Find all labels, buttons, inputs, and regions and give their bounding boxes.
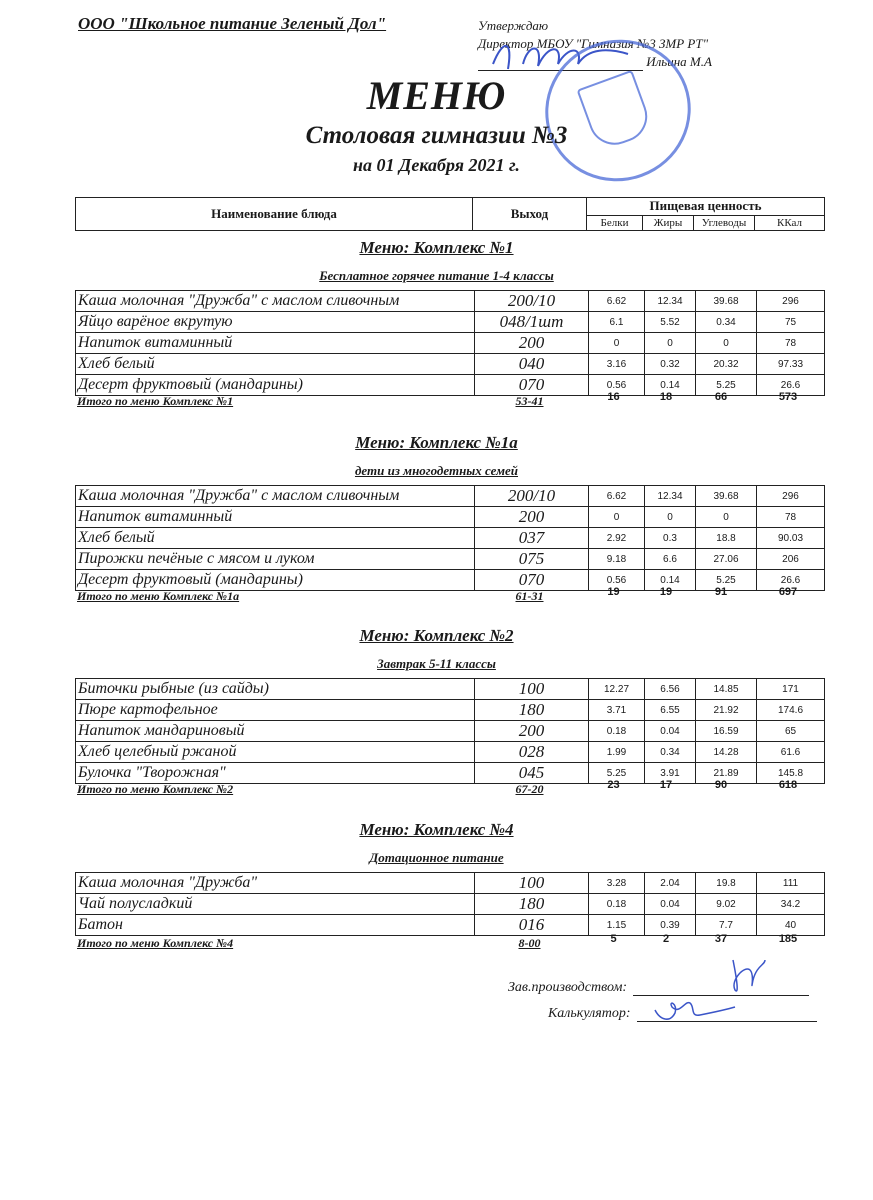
kcal-value: 34.2 — [757, 894, 825, 915]
total-price: 8-00 — [518, 936, 541, 950]
header-dish: Наименование блюда — [76, 198, 473, 231]
section-total — [75, 779, 825, 798]
dish-output: 045 — [475, 763, 589, 784]
kcal-value: 174.6 — [757, 700, 825, 721]
total-kcal: 185 — [778, 933, 798, 945]
protein-value: 3.71 — [589, 700, 645, 721]
total-label: Итого по меню Комплекс №4 — [77, 936, 234, 950]
dish-name: Яйцо варёное вкрутую — [76, 312, 475, 333]
kcal-value: 75 — [757, 312, 825, 333]
section-subtitle: Дотационное питание — [369, 850, 504, 865]
kcal-value: 206 — [757, 549, 825, 570]
carbs-value: 9.02 — [696, 894, 757, 915]
kcal-value: 296 — [757, 291, 825, 312]
table-row — [76, 528, 825, 549]
table-row — [76, 333, 825, 354]
carbs-value: 39.68 — [696, 486, 757, 507]
total-carbs: 37 — [714, 933, 728, 945]
dish-output: 200 — [475, 333, 589, 354]
dish-output: 180 — [475, 894, 589, 915]
approval-signer: Ильина М.А — [646, 54, 712, 69]
fat-value: 3.91 — [645, 763, 696, 784]
section-subtitle: Завтрак 5-11 классы — [377, 656, 496, 671]
carbs-value: 39.68 — [696, 291, 757, 312]
dish-name: Напиток мандариновый — [76, 721, 475, 742]
table-row — [76, 700, 825, 721]
protein-value: 3.28 — [589, 873, 645, 894]
total-carbs: 90 — [714, 779, 728, 791]
kcal-value: 171 — [757, 679, 825, 700]
section-subtitle: дети из многодетных семей — [354, 463, 519, 478]
total-kcal: 697 — [778, 586, 798, 598]
header-protein: Белки — [587, 215, 643, 230]
section-total — [75, 391, 825, 410]
fat-value: 0.14 — [645, 570, 696, 591]
fat-value: 0.32 — [645, 354, 696, 375]
carbs-value: 7.7 — [696, 915, 757, 936]
carbs-value: 0 — [696, 333, 757, 354]
fat-value: 5.52 — [645, 312, 696, 333]
protein-value: 9.18 — [589, 549, 645, 570]
kcal-value: 111 — [757, 873, 825, 894]
calculator-signature — [650, 995, 740, 1025]
dish-name: Хлеб белый — [76, 354, 475, 375]
carbs-value: 5.25 — [696, 375, 757, 396]
dish-name: Хлеб целебный ржаной — [76, 742, 475, 763]
menu-table — [75, 678, 825, 784]
dish-name: Десерт фруктовый (мандарины) — [76, 570, 475, 591]
total-protein: 19 — [607, 586, 620, 598]
menu-table — [75, 872, 825, 936]
total-price: 53-41 — [515, 394, 544, 408]
dish-output: 070 — [475, 375, 589, 396]
total-protein: 16 — [607, 391, 620, 403]
total-carbs: 66 — [714, 391, 728, 403]
dish-output: 200 — [475, 721, 589, 742]
total-label: Итого по меню Комплекс №1а — [77, 589, 240, 603]
kcal-value: 65 — [757, 721, 825, 742]
dish-output: 100 — [475, 873, 589, 894]
table-row — [76, 549, 825, 570]
dish-name: Десерт фруктовый (мандарины) — [76, 375, 475, 396]
protein-value: 12.27 — [589, 679, 645, 700]
protein-value: 1.15 — [589, 915, 645, 936]
total-label: Итого по меню Комплекс №1 — [77, 394, 234, 408]
kcal-value: 40 — [757, 915, 825, 936]
table-row — [76, 486, 825, 507]
dish-name: Пирожки печёные с мясом и луком — [76, 549, 475, 570]
dish-name: Пюре картофельное — [76, 700, 475, 721]
fat-value: 12.34 — [645, 291, 696, 312]
fat-value: 0 — [645, 333, 696, 354]
table-row — [76, 679, 825, 700]
page-subtitle: Столовая гимназии №3 — [305, 122, 568, 149]
protein-value: 0 — [589, 333, 645, 354]
section-title: Меню: Комплекс №1а — [355, 433, 518, 452]
kcal-value: 78 — [757, 333, 825, 354]
section-title: Меню: Комплекс №2 — [359, 626, 514, 645]
dish-output: 048/1шт — [475, 312, 589, 333]
dish-name: Булочка "Творожная" — [76, 763, 475, 784]
fat-value: 12.34 — [645, 486, 696, 507]
header-kcal: ККал — [755, 215, 825, 230]
kcal-value: 97.33 — [757, 354, 825, 375]
kcal-value: 90.03 — [757, 528, 825, 549]
protein-value: 0.56 — [589, 570, 645, 591]
total-fat: 18 — [659, 391, 673, 403]
menu-table — [75, 290, 825, 396]
carbs-value: 5.25 — [696, 570, 757, 591]
fat-value: 0.04 — [645, 721, 696, 742]
section-title: Меню: Комплекс №4 — [359, 820, 514, 839]
fat-value: 2.04 — [645, 873, 696, 894]
total-price: 61-31 — [515, 589, 544, 603]
fat-value: 0.39 — [645, 915, 696, 936]
carbs-value: 16.59 — [696, 721, 757, 742]
dish-name: Каша молочная "Дружба" с маслом сливочным — [76, 486, 475, 507]
carbs-value: 21.92 — [696, 700, 757, 721]
table-row — [76, 742, 825, 763]
protein-value: 1.99 — [589, 742, 645, 763]
dish-output: 200 — [475, 507, 589, 528]
protein-value: 0.18 — [589, 721, 645, 742]
dish-name: Напиток витаминный — [76, 333, 475, 354]
carbs-value: 14.28 — [696, 742, 757, 763]
dish-name: Напиток витаминный — [76, 507, 475, 528]
total-price: 67-20 — [515, 782, 544, 796]
dish-output: 070 — [475, 570, 589, 591]
total-fat: 17 — [659, 779, 673, 791]
total-protein: 5 — [610, 933, 617, 945]
fat-value: 0 — [645, 507, 696, 528]
production-head-signature — [725, 950, 775, 1000]
kcal-value: 26.6 — [757, 570, 825, 591]
carbs-value: 21.89 — [696, 763, 757, 784]
carbs-value: 18.8 — [696, 528, 757, 549]
table-row — [76, 894, 825, 915]
table-row — [76, 291, 825, 312]
dish-name: Батон — [76, 915, 475, 936]
carbs-value: 0 — [696, 507, 757, 528]
dish-output: 100 — [475, 679, 589, 700]
header-fat: Жиры — [643, 215, 694, 230]
dish-output: 180 — [475, 700, 589, 721]
table-header — [75, 197, 825, 231]
carbs-value: 0.34 — [696, 312, 757, 333]
fat-value: 0.04 — [645, 894, 696, 915]
carbs-value: 14.85 — [696, 679, 757, 700]
table-row — [76, 507, 825, 528]
kcal-value: 296 — [757, 486, 825, 507]
dish-name: Биточки рыбные (из сайды) — [76, 679, 475, 700]
dish-output: 040 — [475, 354, 589, 375]
protein-value: 0.56 — [589, 375, 645, 396]
total-kcal: 618 — [778, 779, 798, 791]
section-subtitle: Бесплатное горячее питание 1-4 классы — [319, 268, 554, 283]
section-total — [75, 933, 825, 952]
protein-value: 2.92 — [589, 528, 645, 549]
total-carbs: 91 — [714, 586, 728, 598]
protein-value: 3.16 — [589, 354, 645, 375]
carbs-value: 20.32 — [696, 354, 757, 375]
fat-value: 0.3 — [645, 528, 696, 549]
dish-output: 200/10 — [475, 486, 589, 507]
kcal-value: 26.6 — [757, 375, 825, 396]
dish-output: 075 — [475, 549, 589, 570]
header-output: Выход — [473, 198, 587, 231]
total-fat: 19 — [659, 586, 673, 598]
dish-output: 200/10 — [475, 291, 589, 312]
approval-position: Директор МБОУ "Гимназия №3 ЗМР РТ" — [478, 36, 709, 51]
dish-name: Хлеб белый — [76, 528, 475, 549]
dish-output: 016 — [475, 915, 589, 936]
production-head-line — [633, 981, 809, 996]
table-row — [76, 312, 825, 333]
protein-value: 6.1 — [589, 312, 645, 333]
production-head-label: Зав.производством: — [508, 980, 628, 995]
table-row — [76, 354, 825, 375]
carbs-value: 19.8 — [696, 873, 757, 894]
approval-title: Утверждаю — [478, 18, 549, 33]
total-kcal: 573 — [778, 391, 798, 403]
kcal-value: 61.6 — [757, 742, 825, 763]
kcal-value: 78 — [757, 507, 825, 528]
fat-value: 6.6 — [645, 549, 696, 570]
dish-name: Каша молочная "Дружба" — [76, 873, 475, 894]
fat-value: 0.14 — [645, 375, 696, 396]
total-protein: 23 — [607, 779, 620, 791]
carbs-value: 27.06 — [696, 549, 757, 570]
dish-output: 028 — [475, 742, 589, 763]
fat-value: 6.56 — [645, 679, 696, 700]
fat-value: 6.55 — [645, 700, 696, 721]
protein-value: 0.18 — [589, 894, 645, 915]
menu-date: на 01 Декабря 2021 г. — [353, 155, 520, 175]
page-title: МЕНЮ — [366, 73, 507, 118]
kcal-value: 145.8 — [757, 763, 825, 784]
total-label: Итого по меню Комплекс №2 — [77, 782, 234, 796]
organization-name: ООО "Школьное питание Зеленый Дол" — [78, 14, 387, 33]
dish-output: 037 — [475, 528, 589, 549]
dish-name: Каша молочная "Дружба" с маслом сливочным — [76, 291, 475, 312]
protein-value: 6.62 — [589, 486, 645, 507]
fat-value: 0.34 — [645, 742, 696, 763]
section-title: Меню: Комплекс №1 — [359, 238, 514, 257]
protein-value: 5.25 — [589, 763, 645, 784]
table-row — [76, 873, 825, 894]
calculator-label: Калькулятор: — [548, 1006, 631, 1021]
dish-name: Чай полусладкий — [76, 894, 475, 915]
total-fat: 2 — [662, 933, 670, 945]
protein-value: 6.62 — [589, 291, 645, 312]
menu-table — [75, 485, 825, 591]
header-nutrition: Пищевая ценность — [587, 198, 825, 216]
protein-value: 0 — [589, 507, 645, 528]
table-row — [76, 721, 825, 742]
header-carbs: Углеводы — [694, 215, 755, 230]
section-total — [75, 586, 825, 605]
